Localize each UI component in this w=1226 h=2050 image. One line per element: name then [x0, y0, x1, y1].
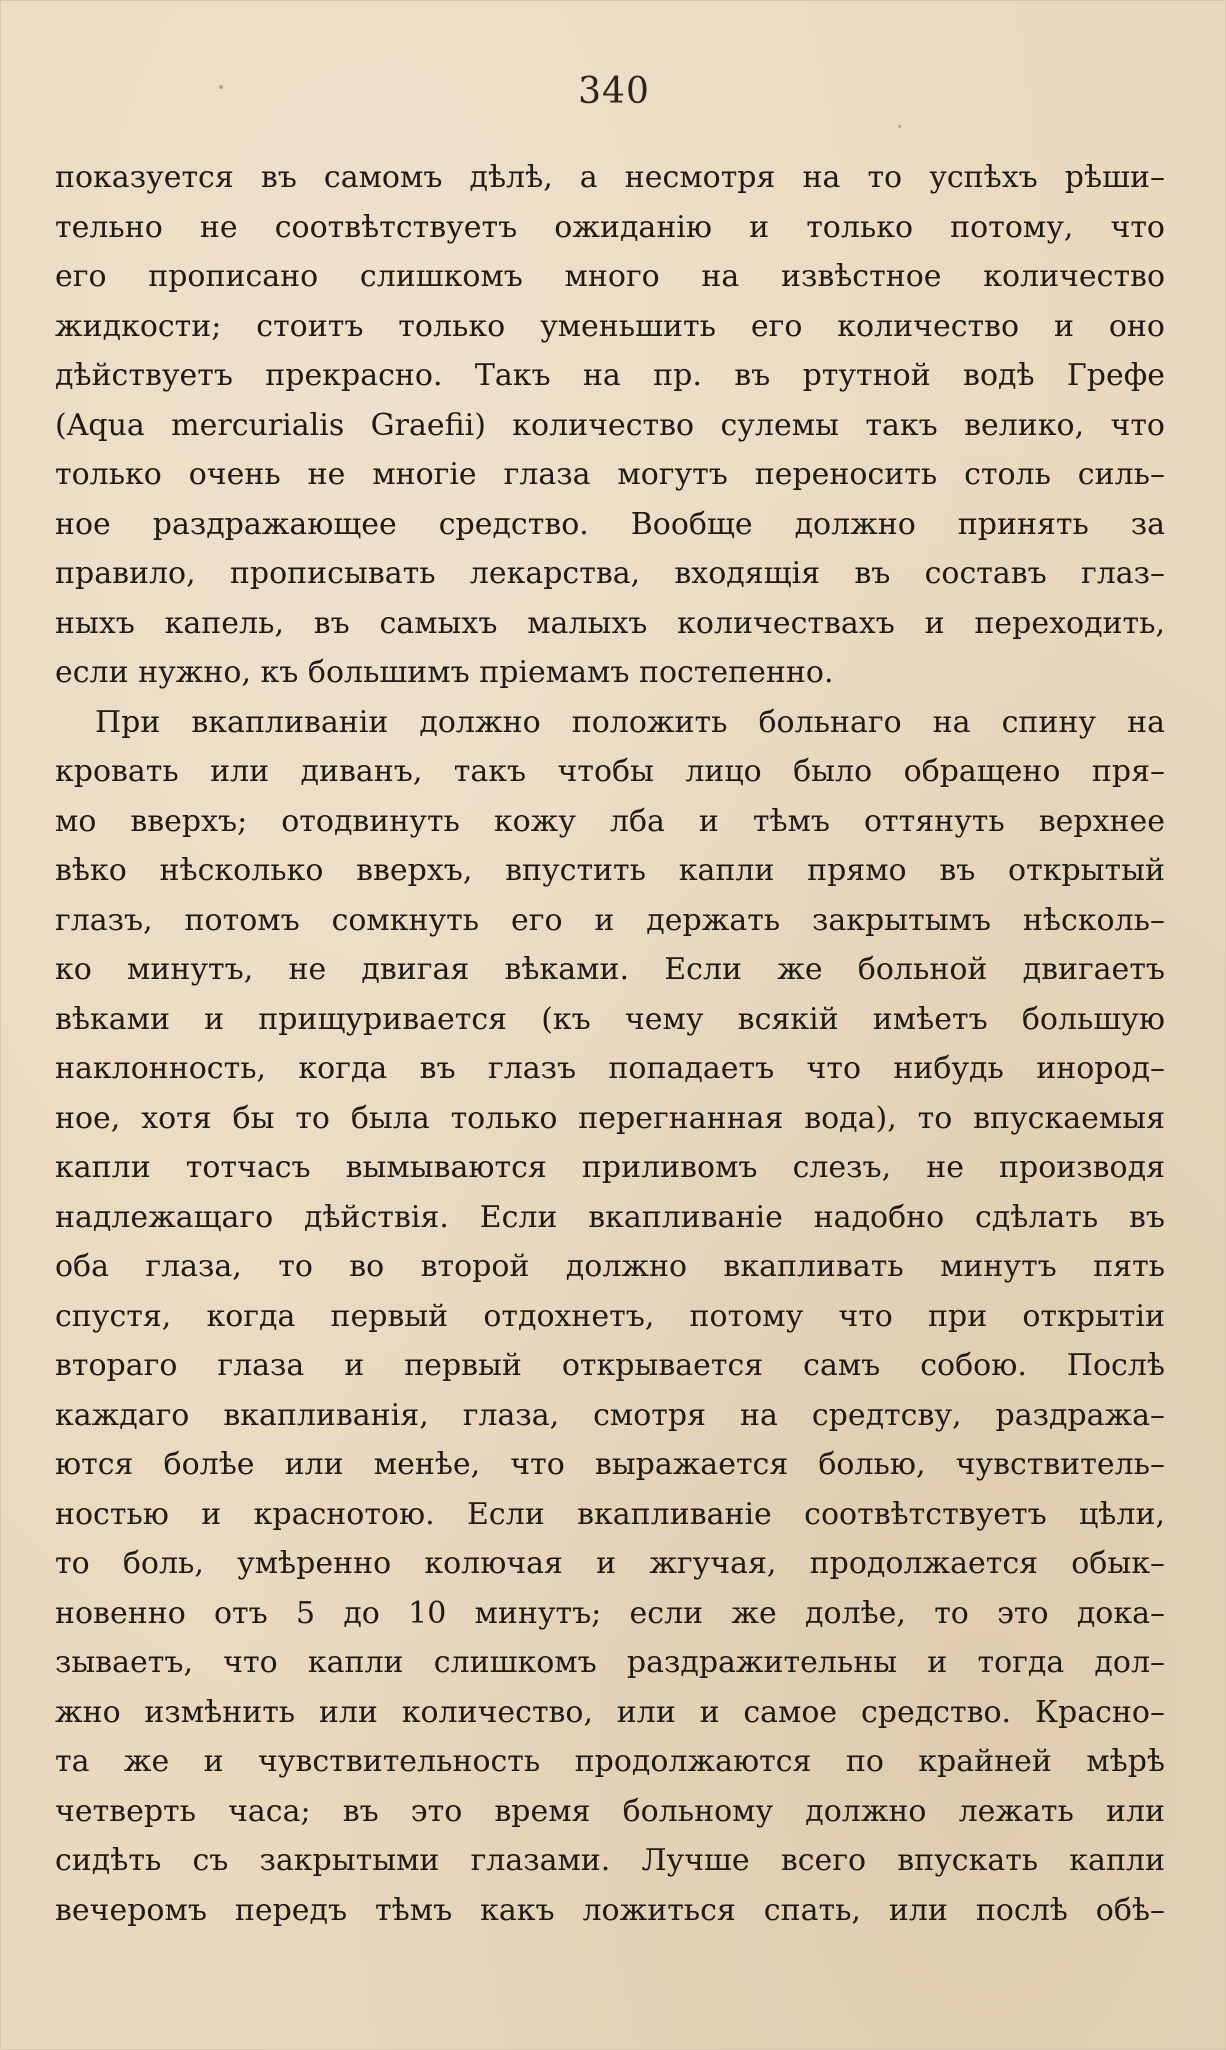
text-line: дѣйствуетъ прекрасно. Такъ на пр. въ ртутной водѣ Грефе [55, 358, 1165, 393]
text-line: кровать или диванъ, такъ чтобы лицо было обращено пря– [55, 754, 1165, 789]
text-line: только очень не многіе глаза могутъ переносить столь силь– [55, 457, 1165, 492]
text-line: правило, прописывать лекарства, входящія въ составъ глаз– [55, 556, 1165, 591]
text-line: тельно не соотвѣтствуетъ ожиданію и только потому, что [55, 209, 1165, 245]
text-line: зываетъ, что капли слишкомъ раздражительны и тогда дол– [55, 1645, 1165, 1680]
paragraph-start-line: При вкапливаніи должно положить больнаго на спину на [95, 704, 1165, 740]
text-line: ко минутъ, не двигая вѣками. Если же больной двигаетъ [55, 952, 1165, 987]
text-line: его прописано слишкомъ много на извѣстное количество [55, 259, 1165, 294]
body-text [55, 153, 1165, 1935]
paragraph-end-line: если нужно, къ большимъ пріемамъ постепенно. [55, 655, 834, 690]
text-line: ное, хотя бы то была только перегнанная вода), то впускаемыя [55, 1100, 1165, 1136]
text-line: показуется въ самомъ дѣлѣ, а несмотря на то успѣхъ рѣши– [55, 160, 1165, 195]
text-line: сидѣть съ закрытыми глазами. Лучше всего впускать капли [55, 1843, 1165, 1878]
text-line: мо вверхъ; отодвинуть кожу лба и тѣмъ оттянуть верхнее [55, 803, 1165, 839]
text-line: (Aqua mercurialis Graefii) количество сулемы такъ велико, что [55, 407, 1165, 443]
paper-speck [898, 125, 901, 128]
text-line: жидкости; стоитъ только уменьшить его количество и оно [55, 308, 1165, 344]
text-line: вѣко нѣсколько вверхъ, впустить капли прямо въ открытый [55, 853, 1165, 888]
text-line: оба глаза, то во второй должно вкапливать минутъ пять [55, 1249, 1165, 1284]
text-line: втораго глаза и первый открывается самъ собою. Послѣ [55, 1348, 1165, 1383]
text-line: надлежащаго дѣйствія. Если вкапливаніе надобно сдѣлать въ [55, 1199, 1165, 1235]
text-line: глазъ, потомъ сомкнуть его и держать закрытымъ нѣсколь– [55, 902, 1165, 938]
text-line: наклонность, когда въ глазъ попадаетъ что нибудь инород– [55, 1051, 1165, 1086]
page-number: 340 [578, 71, 650, 112]
text-line: жно измѣнить или количество, или и самое средство. Красно– [55, 1694, 1165, 1730]
text-line: та же и чувствительность продолжаются по крайней мѣрѣ [55, 1744, 1165, 1779]
text-line: вечеромъ передъ тѣмъ какъ ложиться спать, или послѣ обѣ– [55, 1892, 1165, 1928]
text-line: капли тотчасъ вымываются приливомъ слезъ, не производя [55, 1150, 1165, 1185]
text-line: ныхъ капель, въ самыхъ малыхъ количествахъ и переходить, [55, 605, 1165, 641]
text-line: спустя, когда первый отдохнетъ, потому что при открытіи [55, 1298, 1165, 1334]
text-line: ностью и краснотою. Если вкапливаніе соотвѣтствуетъ цѣли, [55, 1496, 1165, 1532]
text-line: ное раздражающее средство. Вообще должно принять за [55, 506, 1165, 542]
text-line: каждаго вкапливанія, глаза, смотря на средтсву, раздража– [55, 1397, 1165, 1433]
text-line: новенно отъ 5 до 10 минутъ; если же долѣе, то это дока– [55, 1595, 1165, 1631]
text-line: ются болѣе или менѣе, что выражается болью, чувствитель– [55, 1447, 1165, 1482]
text-line: то боль, умѣренно колючая и жгучая, продолжается обык– [55, 1546, 1165, 1581]
text-line: четверть часа; въ это время больному должно лежать или [55, 1793, 1165, 1829]
text-line: вѣками и прищуривается (къ чему всякій имѣетъ большую [55, 1001, 1165, 1037]
